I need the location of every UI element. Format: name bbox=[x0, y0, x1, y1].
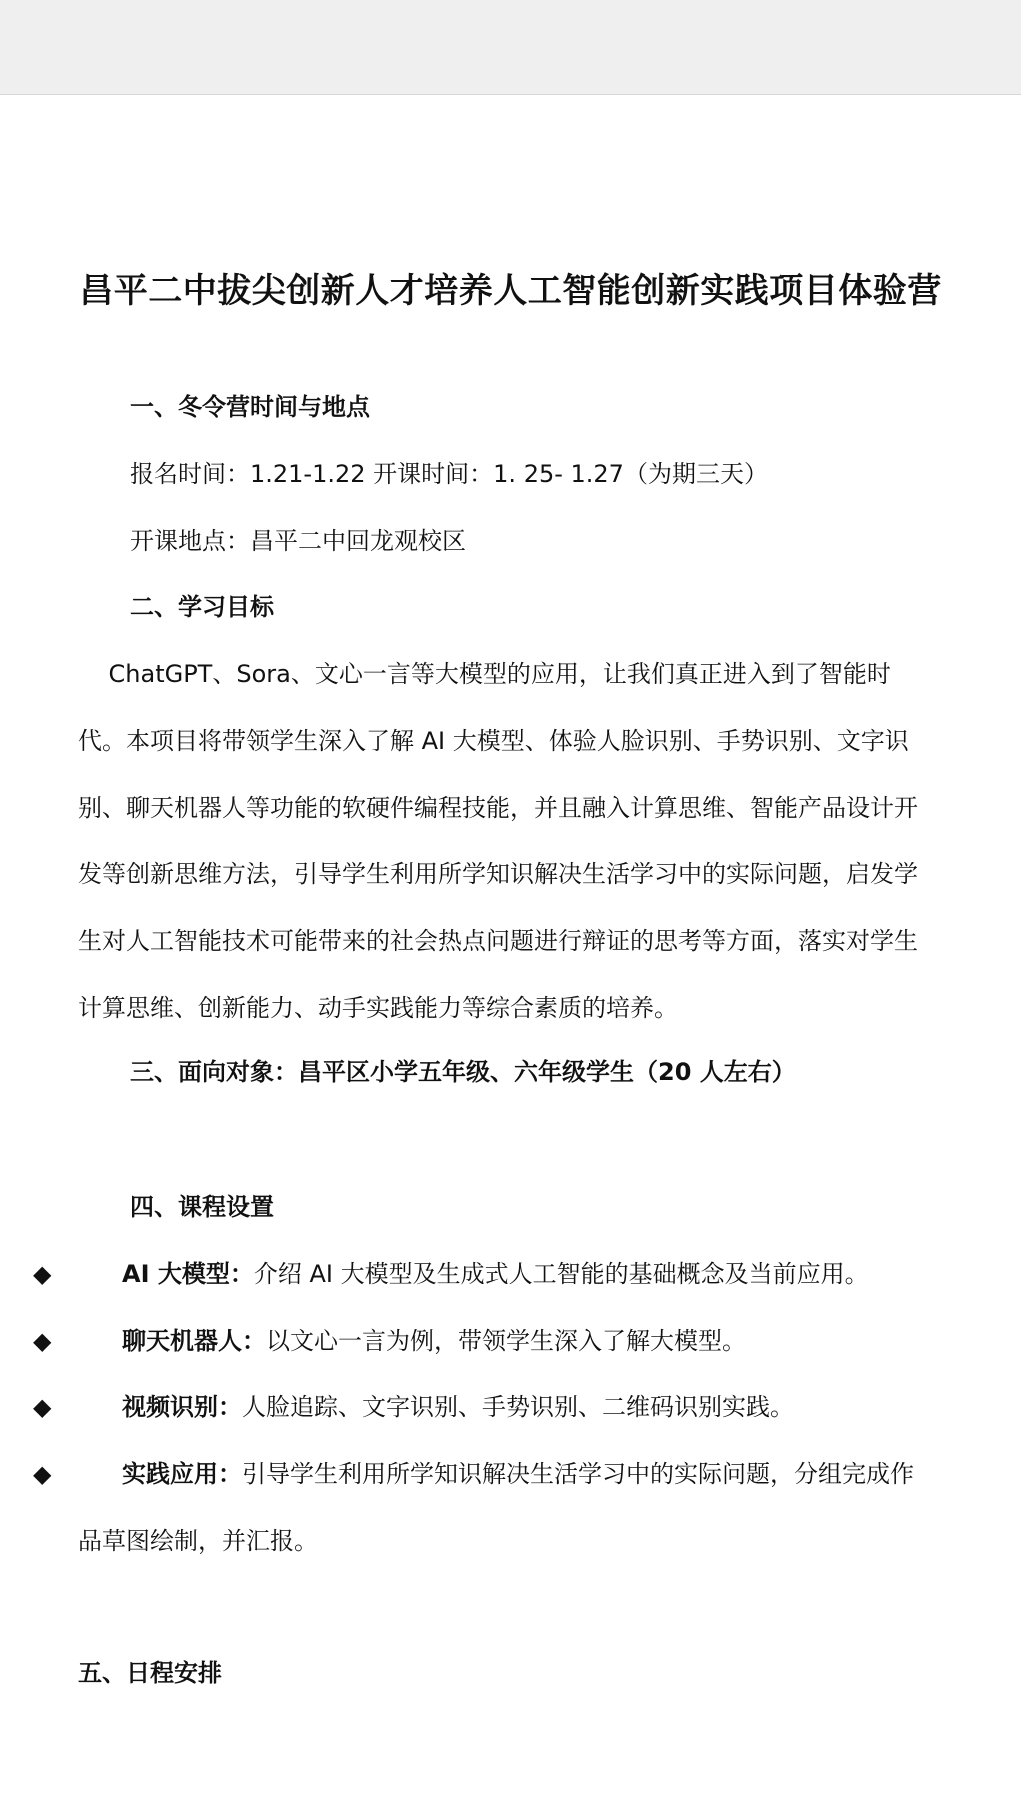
course-item bbox=[122, 1258, 869, 1290]
registration-time: 报名时间：1.21-1.22 开课时间：1. 25- 1.27（为期三天） bbox=[130, 460, 768, 488]
bullet-diamond-icon: ◆ bbox=[33, 1260, 52, 1288]
course-item-label: 视频识别： bbox=[122, 1393, 242, 1421]
objective-paragraph-line: 生对人工智能技术可能带来的社会热点问题进行辩证的思考等方面，落实对学生 bbox=[78, 927, 918, 955]
course-item-text: 人脸追踪、文字识别、手势识别、二维码识别实践。 bbox=[242, 1393, 794, 1421]
viewer-top-bar bbox=[0, 0, 1021, 95]
course-item-label: 实践应用： bbox=[122, 1460, 242, 1488]
bullet-diamond-icon: ◆ bbox=[33, 1460, 52, 1488]
section5-heading: 五、日程安排 bbox=[78, 1659, 222, 1687]
objective-paragraph-line: ChatGPT、Sora、文心一言等大模型的应用，让我们真正进入到了智能时 bbox=[78, 660, 891, 688]
section3-heading: 三、面向对象：昌平区小学五年级、六年级学生（20 人左右） bbox=[130, 1058, 796, 1086]
objective-paragraph-line: 计算思维、创新能力、动手实践能力等综合素质的培养。 bbox=[78, 994, 678, 1022]
document-title: 昌平二中拔尖创新人才培养人工智能创新实践项目体验营 bbox=[79, 271, 942, 311]
section1-heading: 一、冬令营时间与地点 bbox=[130, 393, 370, 421]
objective-paragraph-line: 发等创新思维方法，引导学生利用所学知识解决生活学习中的实际问题，启发学 bbox=[78, 860, 918, 888]
course-item-continuation: 品草图绘制，并汇报。 bbox=[78, 1527, 318, 1555]
course-item bbox=[122, 1391, 794, 1423]
section4-heading: 四、课程设置 bbox=[130, 1193, 274, 1221]
objective-paragraph-line: 别、聊天机器人等功能的软硬件编程技能，并且融入计算思维、智能产品设计开 bbox=[78, 794, 918, 822]
course-item bbox=[122, 1325, 746, 1357]
course-item bbox=[122, 1458, 914, 1490]
bullet-diamond-icon: ◆ bbox=[33, 1327, 52, 1355]
course-item-text: 介绍 AI 大模型及生成式人工智能的基础概念及当前应用。 bbox=[253, 1260, 869, 1288]
objective-paragraph-line: 代。本项目将带领学生深入了解 AI 大模型、体验人脸识别、手势识别、文字识 bbox=[78, 727, 909, 755]
course-item-label: AI 大模型： bbox=[122, 1260, 254, 1288]
section2-heading: 二、学习目标 bbox=[130, 593, 274, 621]
course-item-text: 以文心一言为例，带领学生深入了解大模型。 bbox=[266, 1327, 746, 1355]
course-item-label: 聊天机器人： bbox=[122, 1327, 266, 1355]
bullet-diamond-icon: ◆ bbox=[33, 1393, 52, 1421]
class-location: 开课地点：昌平二中回龙观校区 bbox=[130, 527, 466, 555]
course-item-text: 引导学生利用所学知识解决生活学习中的实际问题，分组完成作 bbox=[242, 1460, 914, 1488]
